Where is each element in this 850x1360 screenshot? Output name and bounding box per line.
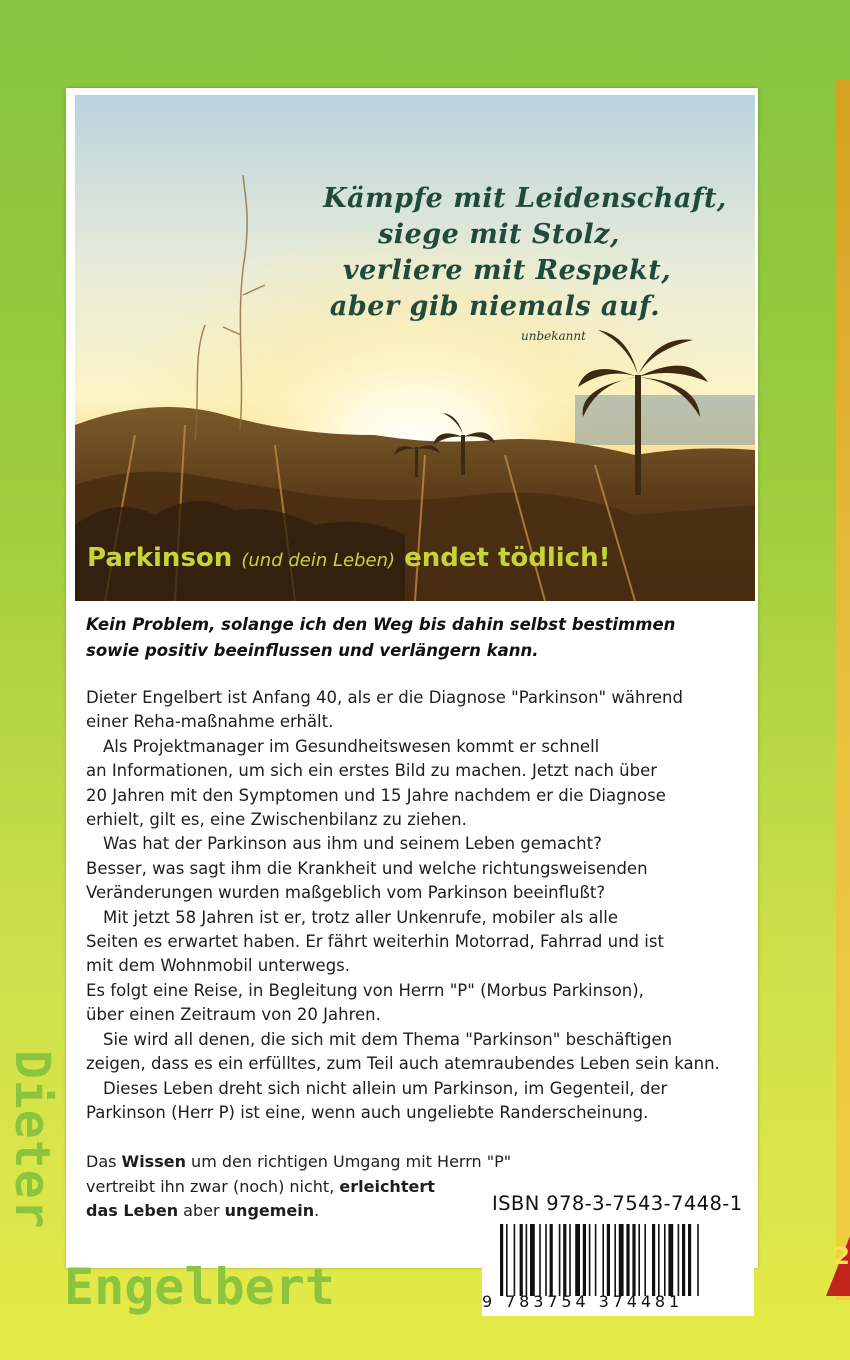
body-line: Besser, was sagt ihm die Krankheit und welche richtungsweisenden [86,858,648,878]
headline [87,543,610,573]
closing-line-2 [86,1175,486,1200]
body-text [86,686,746,1125]
barcode-digits-right: 374481 [598,1292,684,1311]
body-line: einer Reha-maßnahme erhält. [86,712,334,732]
body-line: Als Projektmanager im Gesundheitswesen kommt er schnell [103,736,600,756]
body-line: Seiten es erwartet haben. Er fährt weiterhin Motorrad, Fahrrad und ist [86,932,664,952]
closing-text: um den richtigen Umgang mit Herrn "P" [185,1152,512,1171]
closing-line-1 [86,1150,512,1175]
quote-line: verliere mit Respekt, [342,255,672,286]
isbn-barcode [482,1186,754,1316]
isbn-number: ISBN 978-3-7543-7448-1 [492,1192,743,1215]
headline-main: Parkinson [87,543,233,573]
body-line: Was hat der Parkinson aus ihm und seinem Leben gemacht? [103,834,602,854]
closing-text: Das [86,1152,122,1171]
body-line: Es folgt eine Reise, in Begleitung von Herrn "P" (Morbus Parkinson), [86,980,644,1000]
body-line: über einen Zeitraum von 20 Jahren. [86,1005,381,1025]
body-line: Parkinson (Herr P) ist eine, wenn auch ungeliebte Randerscheinung. [86,1102,649,1122]
body-line: 20 Jahren mit den Symptomen und 15 Jahre nachdem er die Diagnose [86,785,666,805]
quote-line: Kämpfe mit Leidenschaft, [323,183,727,214]
headline-sub: (und dein Leben) [241,550,396,571]
barcode-digit-first: 9 [482,1292,497,1311]
quote-author: unbekannt [521,329,586,343]
body-line: Dieses Leben dreht sich nicht allein um Parkinson, im Gegenteil, der [103,1078,668,1098]
body-line: zeigen, dass es ein erfülltes, zum Teil auch atemraubendes Leben sein kann. [86,1054,720,1074]
closing-bold-wissen: Wissen [121,1152,186,1171]
author-first-name: Dieter [4,1050,60,1230]
quote [195,181,755,325]
barcode-digits-left: 783754 [505,1292,590,1311]
body-line: erhielt, gilt es, eine Zwischenbilanz zu ziehen. [86,810,467,830]
spine-strip [836,80,850,1300]
body-line: mit dem Wohnmobil unterwegs. [86,956,351,976]
closing-bold-das-leben: das Leben [86,1201,179,1220]
quote-line: siege mit Stolz, [378,219,620,250]
body-line: Mit jetzt 58 Jahren ist er, trotz aller Unkenrufe, mobiler als alle [103,907,618,927]
barcode-digits [482,1292,683,1311]
body-line: Veränderungen wurden maßgeblich vom Parkinson beeinflußt? [86,883,606,903]
sunset-illustration [75,95,755,601]
quote-line: aber gib niemals auf. [329,291,661,322]
closing-line-3 [86,1199,486,1224]
headline-end: endet tödlich! [404,543,611,573]
body-line: an Informationen, um sich ein erstes Bild zu machen. Jetzt nach über [86,761,658,781]
lead-line: sowie positiv beeinflussen und verlängern kann. [86,641,539,660]
closing-text: . [314,1201,320,1220]
lead-paragraph [86,612,746,664]
lead-line: Kein Problem, solange ich den Weg bis dahin selbst bestimmen [86,615,676,634]
closing-bold-ungemein: ungemein [224,1201,315,1220]
sunset-photo [75,95,755,601]
spine-number: 2 [833,1242,850,1270]
closing-text: aber [178,1201,225,1220]
barcode-bars [500,1224,740,1296]
closing-text: vertreibt ihn zwar (noch) nicht, [86,1176,340,1196]
body-line: Sie wird all denen, die sich mit dem Thema "Parkinson" beschäftigen [103,1029,673,1049]
closing-paragraph [86,1150,512,1224]
body-line: Dieter Engelbert ist Anfang 40, als er die Diagnose "Parkinson" während [86,688,683,707]
closing-bold-erleichtert: erleichtert [339,1176,435,1196]
author-last-name: Engelbert [64,1258,335,1316]
